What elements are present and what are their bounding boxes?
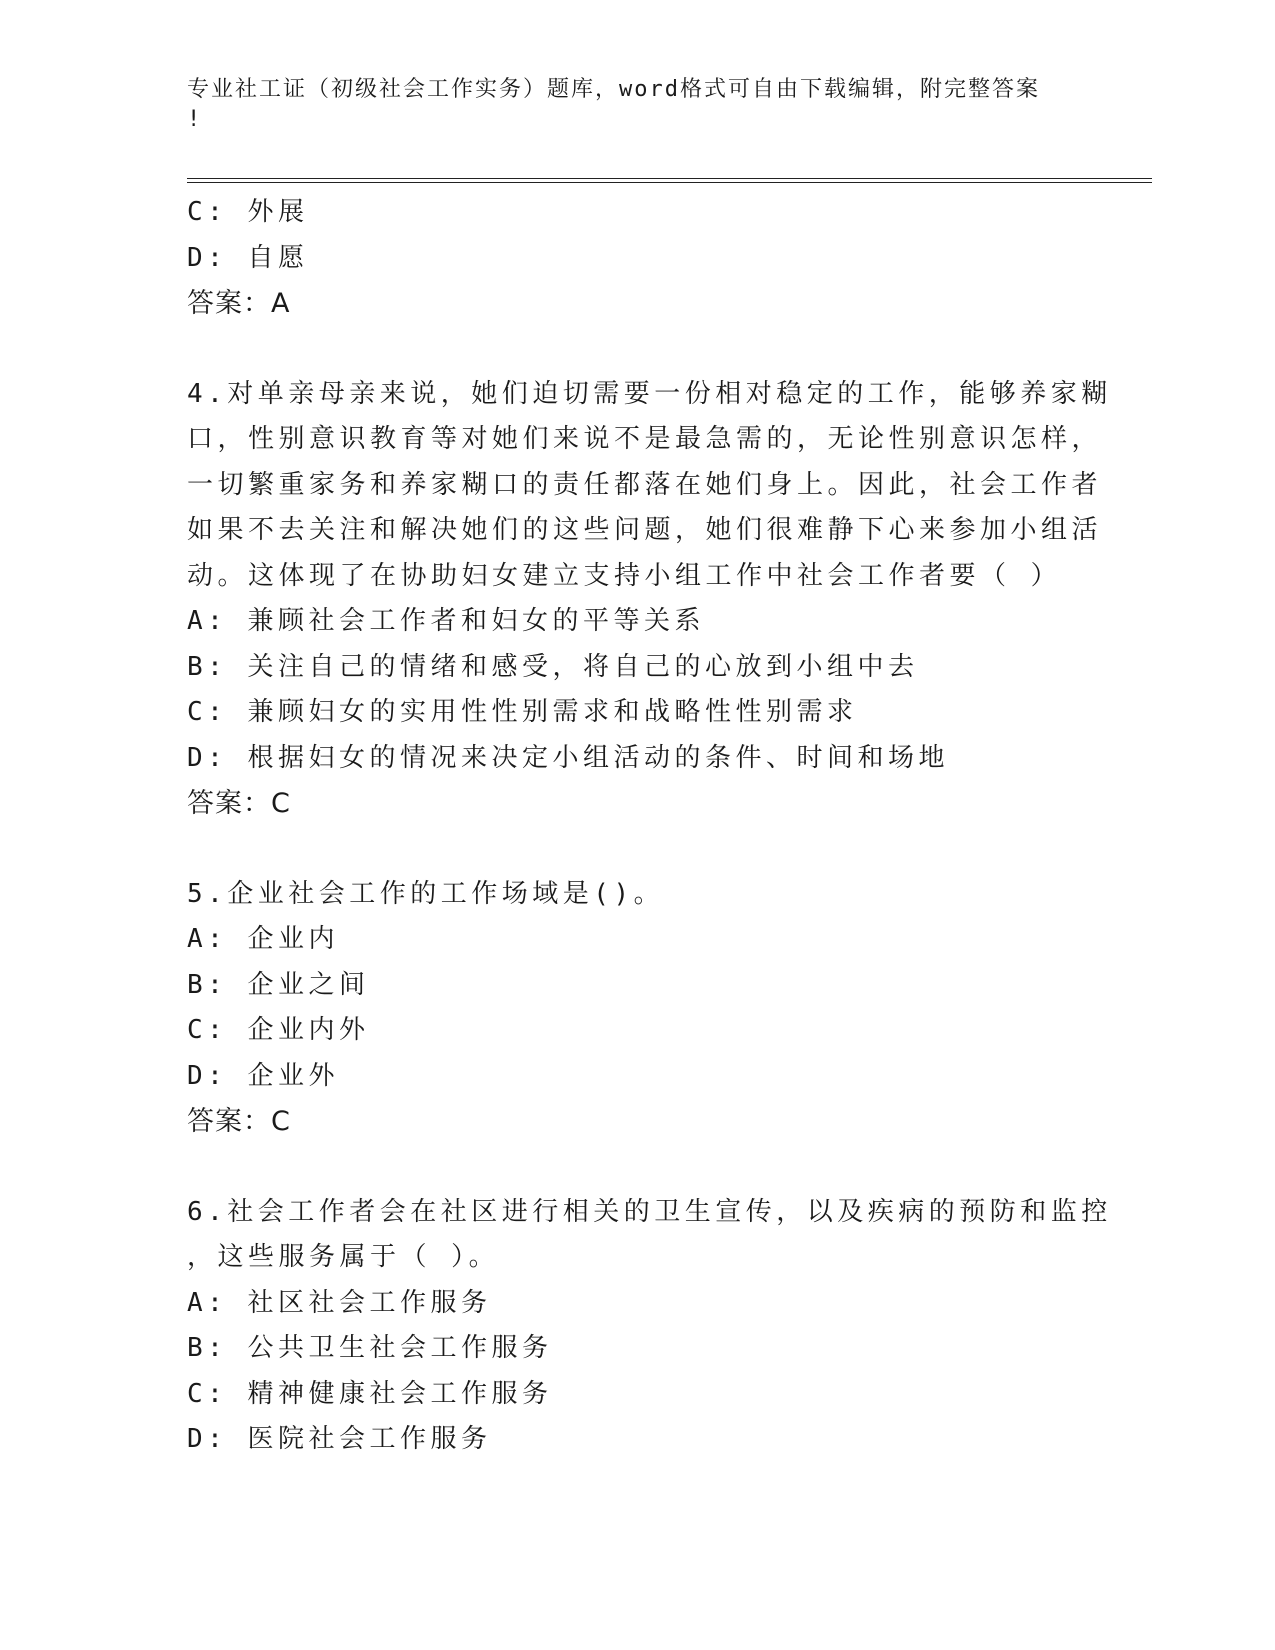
option-b: B: 企业之间 bbox=[187, 969, 370, 1000]
question-6 bbox=[187, 1190, 1112, 1463]
question-3-continued bbox=[187, 190, 1067, 327]
question-text-line: 4.对单亲母亲来说，她们迫切需要一份相对稳定的工作，能够养家糊 bbox=[187, 378, 1112, 409]
question-5 bbox=[187, 872, 1067, 1145]
option-a: A: 社区社会工作服务 bbox=[187, 1287, 492, 1318]
question-text-line: 5.企业社会工作的工作场域是()。 bbox=[187, 878, 665, 909]
document-header-line-1: 专业社工证（初级社会工作实务）题库，word格式可自由下载编辑，附完整答案 bbox=[187, 77, 1040, 102]
question-text-line: 6.社会工作者会在社区进行相关的卫生宣传，以及疾病的预防和监控 bbox=[187, 1196, 1112, 1227]
header-divider-top bbox=[187, 178, 1152, 179]
option-d: D: 自愿 bbox=[187, 242, 309, 273]
option-a: A: 兼顾社会工作者和妇女的平等关系 bbox=[187, 606, 705, 636]
question-text-line: 动。这体现了在协助妇女建立支持小组工作中社会工作者要（ ） bbox=[187, 560, 1062, 591]
option-d: D: 根据妇女的情况来决定小组活动的条件、时间和场地 bbox=[187, 742, 949, 773]
option-d: D: 医院社会工作服务 bbox=[187, 1424, 492, 1454]
option-c: C: 外展 bbox=[187, 197, 309, 227]
option-b: B: 关注自己的情绪和感受，将自己的心放到小组中去 bbox=[187, 651, 919, 682]
question-text-line: 如果不去关注和解决她们的这些问题，她们很难静下心来参加小组活 bbox=[187, 515, 1103, 545]
question-text-line: 口，性别意识教育等对她们来说不是最急需的，无论性别意识怎样， bbox=[187, 424, 1103, 454]
question-text-line: 一切繁重家务和养家糊口的责任都落在她们身上。因此，社会工作者 bbox=[187, 469, 1103, 500]
question-4 bbox=[187, 372, 1112, 827]
answer-line: 答案：A bbox=[187, 288, 291, 319]
option-d: D: 企业外 bbox=[187, 1060, 339, 1091]
option-c: C: 精神健康社会工作服务 bbox=[187, 1378, 553, 1409]
header-divider-bottom bbox=[187, 182, 1152, 183]
option-b: B: 公共卫生社会工作服务 bbox=[187, 1333, 553, 1363]
option-c: C: 企业内外 bbox=[187, 1015, 370, 1045]
answer-line: 答案：C bbox=[187, 1106, 291, 1137]
option-c: C: 兼顾妇女的实用性性别需求和战略性性别需求 bbox=[187, 697, 858, 727]
question-list bbox=[187, 190, 1112, 1463]
question-text-line: ，这些服务属于（ ）。 bbox=[187, 1242, 500, 1272]
option-a: A: 企业内 bbox=[187, 924, 339, 954]
answer-line: 答案：C bbox=[187, 788, 291, 819]
document-header-line-2: ! bbox=[187, 107, 203, 132]
